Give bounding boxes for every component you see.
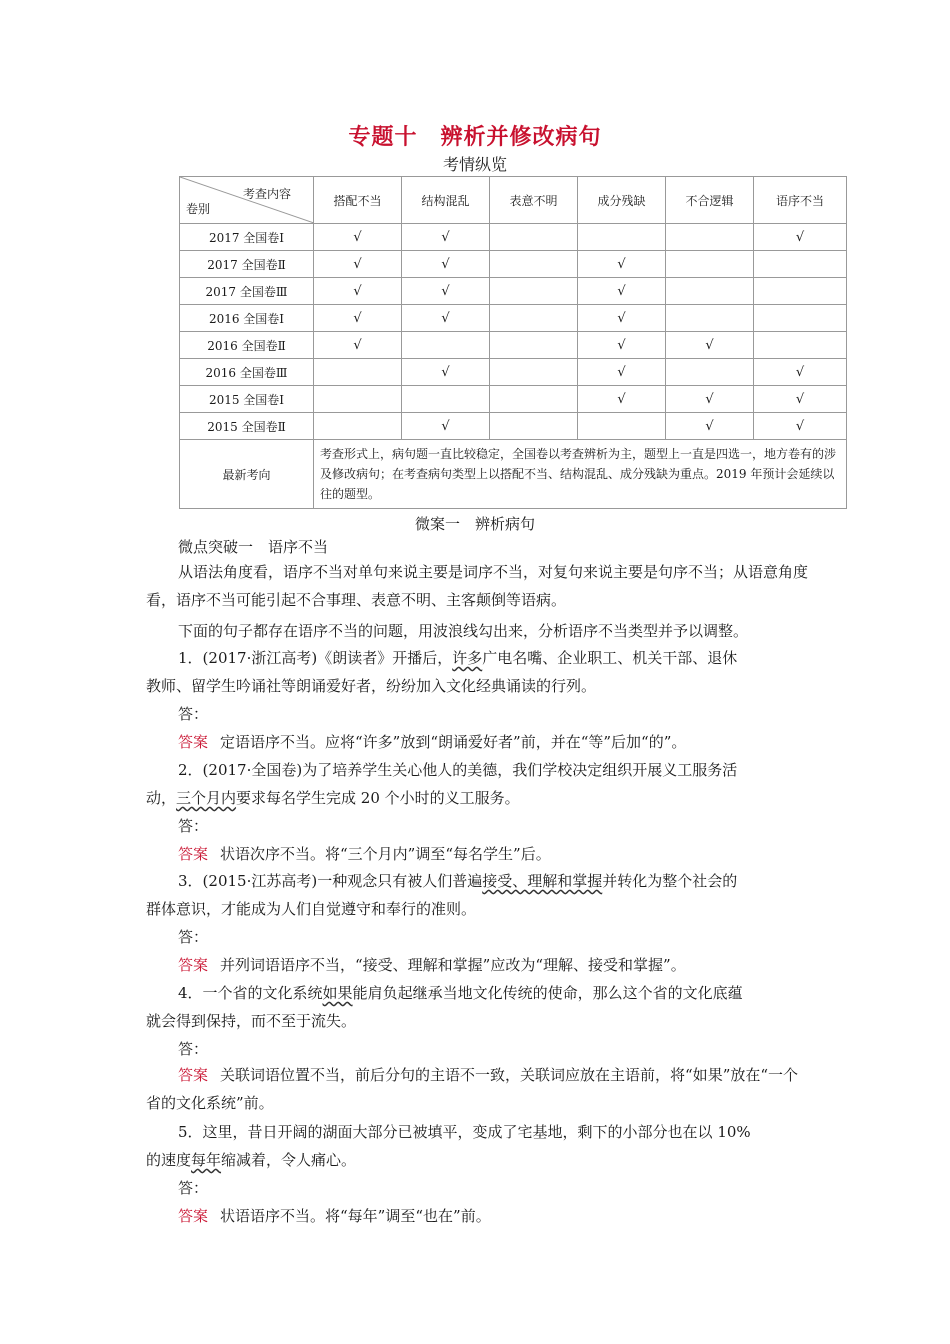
row-label: 2016 全国卷Ⅲ bbox=[180, 359, 314, 386]
empty-cell bbox=[666, 278, 754, 305]
table-caption: 考情纵览 bbox=[442, 155, 507, 174]
table-body bbox=[180, 224, 847, 440]
check-mark-cell: √ bbox=[754, 386, 847, 413]
empty-cell bbox=[314, 386, 402, 413]
empty-cell bbox=[754, 305, 847, 332]
answer-prompt: 答： bbox=[178, 1179, 209, 1197]
trend-row bbox=[180, 440, 847, 509]
empty-cell bbox=[490, 359, 578, 386]
trend-text: 考查形式上，病句题一直比较稳定，全国卷以考查辨析为主，题型上一直是四选一，地方卷有的涉及修改病句；在考查病句类型上以搭配不当、结构混乱、成分残缺为重点。2019 年预计会延续以往的题型。 bbox=[314, 440, 847, 509]
column-header: 成分残缺 bbox=[578, 177, 666, 224]
answer-2: 答案 状语次序不当。将“三个月内”调至“每名学生”后。 bbox=[178, 845, 551, 863]
table-row bbox=[180, 386, 847, 413]
check-mark-cell: √ bbox=[314, 305, 402, 332]
empty-cell bbox=[490, 251, 578, 278]
table-row bbox=[180, 278, 847, 305]
column-header: 不合逻辑 bbox=[666, 177, 754, 224]
empty-cell bbox=[490, 278, 578, 305]
empty-cell bbox=[490, 305, 578, 332]
check-mark-cell: √ bbox=[314, 278, 402, 305]
empty-cell bbox=[490, 386, 578, 413]
answer-label: 答案 bbox=[178, 845, 209, 863]
page-title: 专题十 辨析并修改病句 bbox=[348, 125, 602, 150]
column-header: 搭配不当 bbox=[314, 177, 402, 224]
check-mark-cell: √ bbox=[754, 359, 847, 386]
row-label: 2016 全国卷Ⅰ bbox=[180, 305, 314, 332]
check-mark-cell: √ bbox=[314, 251, 402, 278]
empty-cell bbox=[754, 332, 847, 359]
answer-prompt: 答： bbox=[178, 817, 209, 835]
question-3-line-2: 群体意识，才能成为人们自觉遵守和奉行的准则。 bbox=[146, 900, 477, 918]
empty-cell bbox=[402, 386, 490, 413]
column-header: 表意不明 bbox=[490, 177, 578, 224]
section-heading: 微案一 辨析病句 bbox=[414, 515, 535, 533]
wavy-underline: 接受、理解和掌握 bbox=[482, 872, 603, 890]
empty-cell bbox=[578, 413, 666, 440]
wavy-underline: 如果 bbox=[322, 984, 353, 1002]
table-corner-cell bbox=[180, 177, 314, 224]
empty-cell bbox=[754, 251, 847, 278]
row-label: 2017 全国卷Ⅱ bbox=[180, 251, 314, 278]
answer-5: 答案 状语语序不当。将“每年”调至“也在”前。 bbox=[178, 1207, 491, 1225]
empty-cell bbox=[314, 413, 402, 440]
empty-cell bbox=[402, 332, 490, 359]
exam-overview-table bbox=[179, 176, 847, 509]
question-2-line-1: 2．(2017·全国卷)为了培养学生关心他人的美德，我们学校决定组织开展义工服务活 bbox=[178, 761, 738, 779]
answer-3: 答案 并列词语语序不当，“接受、理解和掌握”应改为“理解、接受和掌握”。 bbox=[178, 956, 686, 974]
empty-cell bbox=[490, 413, 578, 440]
check-mark-cell: √ bbox=[402, 413, 490, 440]
empty-cell bbox=[490, 332, 578, 359]
answer-1: 答案 定语语序不当。应将“许多”放到“朗诵爱好者”前，并在“等”后加“的”。 bbox=[178, 733, 687, 751]
check-mark-cell: √ bbox=[754, 413, 847, 440]
empty-cell bbox=[666, 251, 754, 278]
empty-cell bbox=[490, 224, 578, 251]
answer-label: 答案 bbox=[178, 1066, 209, 1084]
corner-bottom-label: 卷别 bbox=[186, 202, 211, 216]
check-mark-cell: √ bbox=[666, 332, 754, 359]
question-1-line-2: 教师、留学生吟诵社等朗诵爱好者，纷纷加入文化经典诵读的行列。 bbox=[146, 677, 597, 695]
empty-cell bbox=[666, 359, 754, 386]
answer-label: 答案 bbox=[178, 733, 209, 751]
check-mark-cell: √ bbox=[578, 386, 666, 413]
check-mark-cell: √ bbox=[314, 224, 402, 251]
answer-prompt: 答： bbox=[178, 705, 209, 723]
answer-4: 答案 关联词语位置不当，前后分句的主语不一致，关联词应放在主语前，将“如果”放在“一个省的文化系统”前。 bbox=[146, 1066, 799, 1112]
check-mark-cell: √ bbox=[578, 332, 666, 359]
answer-prompt: 答： bbox=[178, 1040, 209, 1058]
subsection-heading: 微点突破一 语序不当 bbox=[178, 538, 329, 556]
check-mark-cell: √ bbox=[402, 305, 490, 332]
empty-cell bbox=[314, 359, 402, 386]
table-header-row bbox=[180, 177, 847, 224]
table-row bbox=[180, 332, 847, 359]
wavy-underline: 三个月内 bbox=[176, 789, 237, 807]
answer-label: 答案 bbox=[178, 956, 209, 974]
wavy-underline: 每年 bbox=[191, 1151, 222, 1169]
row-label: 2016 全国卷Ⅱ bbox=[180, 332, 314, 359]
check-mark-cell: √ bbox=[666, 386, 754, 413]
wavy-underline: 许多 bbox=[452, 649, 483, 667]
question-4-line-1: 4．一个省的文化系统如果能肩负起继承当地文化传统的使命，那么这个省的文化底蕴 bbox=[178, 984, 743, 1002]
table-row bbox=[180, 224, 847, 251]
check-mark-cell: √ bbox=[578, 251, 666, 278]
table-row bbox=[180, 305, 847, 332]
empty-cell bbox=[578, 224, 666, 251]
empty-cell bbox=[666, 224, 754, 251]
table-row bbox=[180, 251, 847, 278]
question-5-line-1: 5．这里，昔日开阔的湖面大部分已被填平，变成了宅基地，剩下的小部分也在以 10% bbox=[178, 1123, 751, 1141]
check-mark-cell: √ bbox=[402, 251, 490, 278]
question-1-line-1: 1．(2017·浙江高考)《朗读者》开播后，许多广电名嘴、企业职工、机关干部、退休 bbox=[178, 649, 738, 667]
column-header: 结构混乱 bbox=[402, 177, 490, 224]
row-label: 2015 全国卷Ⅰ bbox=[180, 386, 314, 413]
check-mark-cell: √ bbox=[402, 278, 490, 305]
check-mark-cell: √ bbox=[402, 224, 490, 251]
question-4-line-2: 就会得到保持，而不至于流失。 bbox=[146, 1012, 357, 1030]
intro-paragraph-2: 下面的句子都存在语序不当的问题，用波浪线勾出来，分析语序不当类型并予以调整。 bbox=[178, 622, 749, 640]
corner-top-label: 考查内容 bbox=[242, 187, 291, 201]
check-mark-cell: √ bbox=[578, 305, 666, 332]
question-3-line-1: 3．(2015·江苏高考)一种观念只有被人们普遍接受、理解和掌握并转化为整个社会的 bbox=[178, 872, 738, 890]
row-label: 2015 全国卷Ⅱ bbox=[180, 413, 314, 440]
check-mark-cell: √ bbox=[754, 224, 847, 251]
empty-cell bbox=[754, 278, 847, 305]
question-5-line-2: 的速度每年缩减着，令人痛心。 bbox=[146, 1151, 357, 1169]
check-mark-cell: √ bbox=[578, 359, 666, 386]
intro-paragraph-1: 从语法角度看，语序不当对单句来说主要是词序不当，对复句来说主要是句序不当；从语意角度看，语序不当可能引起不合事理、表意不明、主客颠倒等语病。 bbox=[146, 563, 809, 609]
question-2-line-2: 动，三个月内要求每名学生完成 20 个小时的义工服务。 bbox=[146, 789, 520, 807]
check-mark-cell: √ bbox=[402, 359, 490, 386]
answer-prompt: 答： bbox=[178, 928, 209, 946]
table-row bbox=[180, 413, 847, 440]
check-mark-cell: √ bbox=[578, 278, 666, 305]
column-header: 语序不当 bbox=[754, 177, 847, 224]
table-row bbox=[180, 359, 847, 386]
answer-label: 答案 bbox=[178, 1207, 209, 1225]
empty-cell bbox=[666, 305, 754, 332]
row-label: 2017 全国卷Ⅰ bbox=[180, 224, 314, 251]
check-mark-cell: √ bbox=[314, 332, 402, 359]
trend-label: 最新考向 bbox=[180, 440, 314, 509]
check-mark-cell: √ bbox=[666, 413, 754, 440]
row-label: 2017 全国卷Ⅲ bbox=[180, 278, 314, 305]
